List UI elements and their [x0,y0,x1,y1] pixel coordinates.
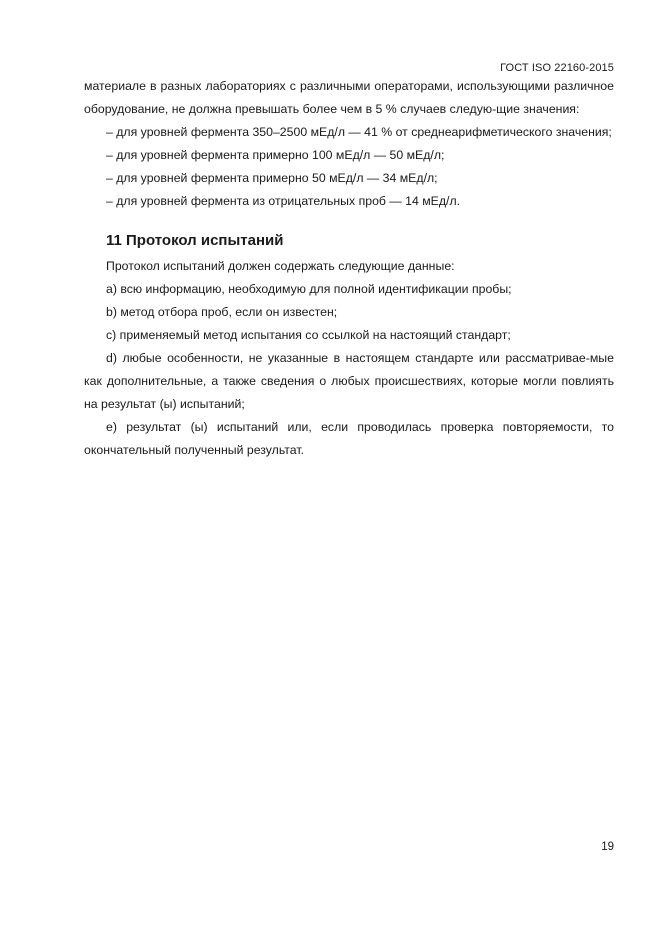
list-item: – для уровней фермента примерно 100 мЕд/л — 50 мЕд/л; [106,147,445,162]
list-item: d) любые особенности, не указанные в настоящем стандарте или рассматривае-мые как дополнительные, а также сведения о любых происшествиях, которые могли повлиять на результат (ы) испытаний; [84,351,614,411]
section-heading: 11 Протокол испытаний [106,232,284,250]
list-item: e) результат (ы) испытаний или, если проводилась проверка повторяемости, то окончательный полученный результат. [84,419,614,457]
list-item: a) всю информацию, необходимую для полной идентификации пробы; [106,282,512,297]
body-text [84,75,614,462]
list-item: – для уровней фермента из отрицательных проб — 14 мЕд/л. [106,193,461,208]
list-item: b) метод отбора проб, если он известен; [106,305,338,320]
continued-paragraph: материале в разных лабораториях с различными операторами, использующими различное оборудование, не должна превышать более чем в 5 % случаев следую-щие значения: [84,79,614,116]
section-intro: Протокол испытаний должен содержать следующие данные: [106,259,455,274]
list-item: – для уровней фермента примерно 50 мЕд/л — 34 мЕд/л; [106,170,438,185]
page-number: 19 [601,841,614,853]
list-item: – для уровней фермента 350–2500 мЕд/л — 41 % от среднеарифметического значения; [106,124,612,139]
list-item: c) применяемый метод испытания со ссылкой на настоящий стандарт; [106,328,511,343]
document-id-header: ГОСТ ISO 22160-2015 [500,62,614,74]
